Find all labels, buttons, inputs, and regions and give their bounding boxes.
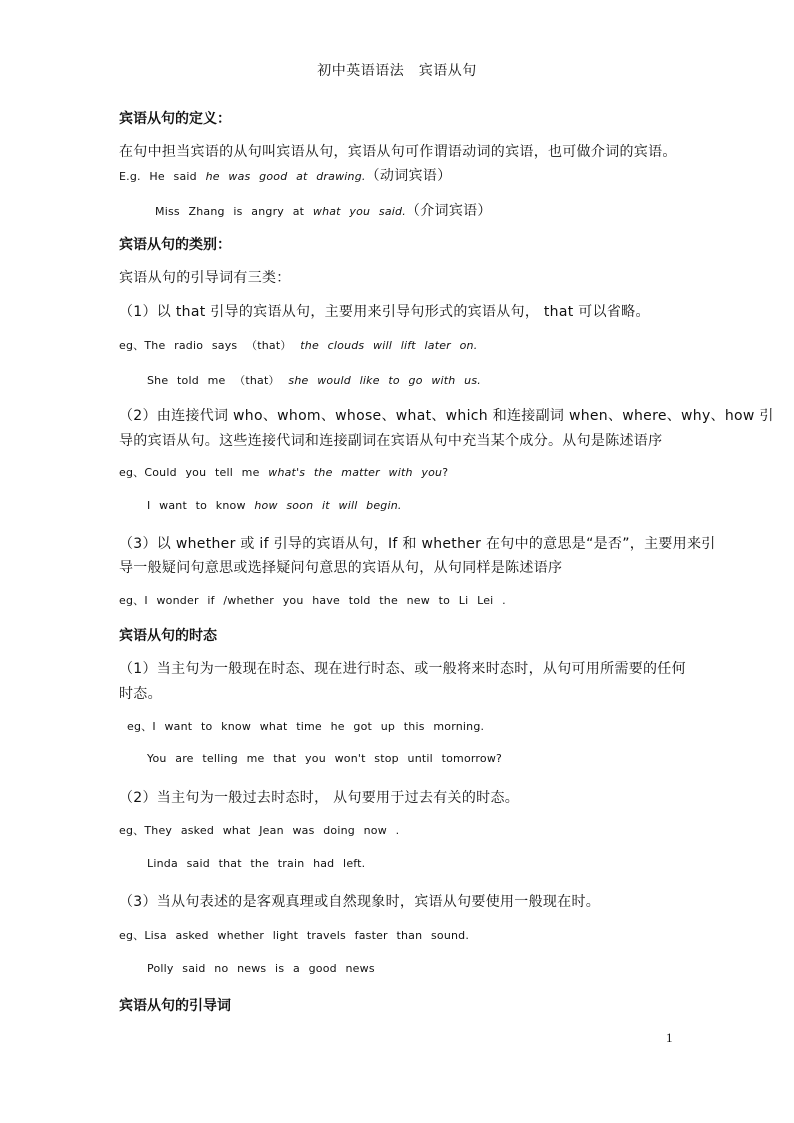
tense-rule-2: （2）当主句为一般过去时态时， 从句要用于过去有关的时态。 [119, 790, 520, 806]
type-1-example-1 [119, 337, 477, 353]
example-clause: she would like to go with us. [288, 374, 481, 387]
example-note: （介词宾语） [405, 203, 492, 219]
example-clause: what's the matter with you [268, 466, 443, 479]
example-prefix: Miss Zhang is angry at [155, 205, 313, 218]
example-prefix: E.g. He said [119, 170, 206, 183]
section-heading-definition: 宾语从句的定义： [119, 111, 231, 127]
type-1-description: （1）以 that 引导的宾语从句，主要用来引导句形式的宾语从句， that 可以省略。 [119, 304, 650, 320]
section-heading-types: 宾语从句的类别： [119, 237, 231, 253]
example-clause: he was good at drawing. [205, 170, 366, 183]
type-2-description-line-1: （2）由连接代词 who、whom、whose、what、which 和连接副词 when、where、why、how 引 [119, 408, 774, 424]
definition-text: 在句中担当宾语的从句叫宾语从句，宾语从句可作谓语动词的宾语，也可做介词的宾语。 [119, 144, 677, 160]
example-clause: how soon it will begin. [254, 499, 402, 512]
type-1-example-2 [147, 372, 481, 388]
tense-rule-2-example-1: eg、They asked what Jean was doing now . [119, 824, 400, 837]
type-2-example-1 [119, 464, 448, 480]
page-number: 1 [666, 1030, 673, 1045]
type-3-description-line-1: （3）以 whether 或 if 引导的宾语从句，If 和 whether 在句中的意思是“是否”，主要用来引 [119, 536, 716, 552]
example-note: （动词宾语） [365, 168, 452, 184]
tense-rule-3: （3）当从句表述的是客观真理或自然现象时，宾语从句要使用一般现在时。 [119, 894, 601, 910]
section-heading-tense: 宾语从句的时态 [119, 628, 217, 644]
types-intro: 宾语从句的引导词有三类： [119, 270, 291, 286]
example-clause: what you said. [312, 205, 406, 218]
example-suffix: ? [442, 466, 449, 479]
example-prefix: She told me （that） [147, 374, 289, 387]
definition-example-2 [155, 200, 492, 220]
example-clause: the clouds will lift later on. [300, 339, 478, 352]
tense-rule-3-example-2: Polly said no news is a good news [147, 962, 375, 975]
tense-rule-1-line-1: （1）当主句为一般现在时态、现在进行时态、或一般将来时态时，从句可用所需要的任何 [119, 661, 686, 677]
tense-rule-1-example-1: eg、I want to know what time he got up this morning. [127, 720, 485, 733]
example-prefix: eg、The radio says （that） [119, 339, 301, 352]
page-title: 初中英语语法 宾语从句 [317, 63, 477, 79]
type-3-example-1: eg、I wonder if /whether you have told the new to Li Lei . [119, 594, 506, 607]
example-prefix: eg、Could you tell me [119, 466, 269, 479]
tense-rule-2-example-2: Linda said that the train had left. [147, 857, 366, 870]
definition-example-1 [119, 165, 451, 185]
tense-rule-1-line-2: 时态。 [119, 686, 162, 702]
example-prefix: I want to know [147, 499, 255, 512]
tense-rule-3-example-1: eg、Lisa asked whether light travels faster than sound. [119, 929, 470, 942]
type-3-description-line-2: 导一般疑问句意思或选择疑问句意思的宾语从句，从句同样是陈述语序 [119, 560, 563, 576]
type-2-description-line-2: 导的宾语从句。这些连接代词和连接副词在宾语从句中充当某个成分。从句是陈述语序 [119, 433, 663, 449]
section-heading-intro-words: 宾语从句的引导词 [119, 998, 231, 1014]
type-2-example-2 [147, 499, 402, 512]
tense-rule-1-example-2: You are telling me that you won't stop until tomorrow? [147, 752, 503, 765]
